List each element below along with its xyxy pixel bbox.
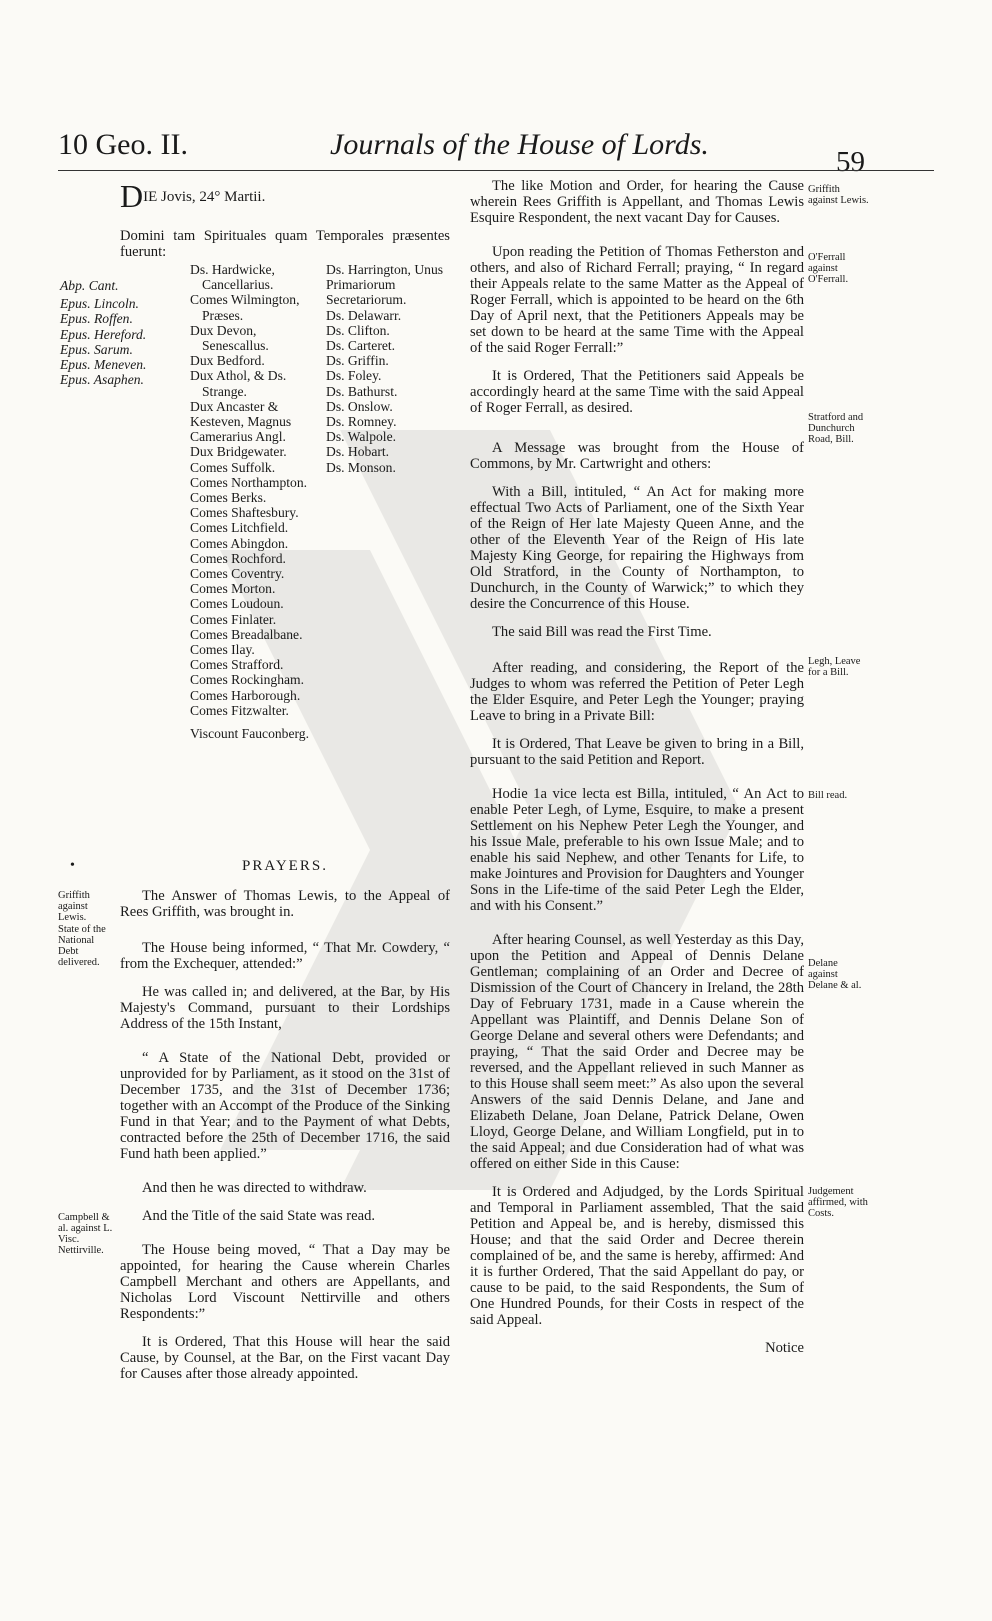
paragraph: And the Title of the said State was read.	[142, 1208, 376, 1224]
lord-entry: Comes Harborough.	[190, 687, 301, 703]
lord-entry: Ds. Romney.	[326, 414, 397, 430]
lord-entry: Epus. Sarum.	[60, 341, 133, 357]
lord-entry: Dux Ancaster & Kesteven, Magnus Camerarius Angl.	[190, 398, 292, 445]
lord-entry: Dux Athol, & Ds.	[190, 368, 287, 384]
paragraph: With a Bill, intituled, “ An Act for making more effectual Two Acts of Parliament, one of the Sixth Year of the Reign of Her late Majesty Queen Anne, and the other of the Eleventh Year of the Reign of His late Majesty King George, for repairing the Highways from Old Stratford, in the County of Northampton, to Dunchurch, in the County of Warwick;” to which they desire the Concurrence of this House.	[470, 484, 804, 612]
catchword: Notice	[765, 1340, 804, 1356]
reign-header: 10 Geo. II.	[58, 128, 188, 161]
lord-entry: Comes Morton.	[190, 581, 276, 597]
lord-entry: Comes Coventry.	[190, 566, 285, 582]
margin-note: Judgement affirmed, with Costs.	[808, 1186, 868, 1219]
paragraph: The Answer of Thomas Lewis, to the Appeal of Rees Griffith, was brought in.	[120, 888, 450, 920]
lord-entry: Abp. Cant.	[60, 278, 119, 293]
lord-entry: Strange.	[202, 383, 247, 399]
lord-entry: Comes Litchfield.	[190, 520, 289, 536]
lord-entry: Comes Loudoun.	[190, 596, 284, 612]
sitting-date: DIE Jovis, 24° Martii.	[120, 178, 266, 214]
lord-entry: Dux Bridgewater.	[190, 444, 287, 460]
lord-entry: Comes Berks.	[190, 490, 267, 506]
lord-entry: Ds. Clifton.	[326, 322, 390, 338]
paragraph: Hodie 1a vice lecta est Billa, intituled, “ An Act to enable Peter Legh, of Lyme, Esquire, to make a present Settlement on his Nephew Peter Legh the Younger, and his Issue Male, preferable to his own Issue Male; and to enable his said Nephew, and other Tenants for Life, to make Jointures and Provision for Daughters and Younger Sons in the Life-time of the said Peter Legh the Elder, and with his Consent.”	[470, 786, 804, 914]
lord-entry: Comes Shaftesbury.	[190, 505, 299, 521]
journal-title: Journals of the House of Lords.	[330, 128, 709, 161]
paragraph: The House being informed, “ That Mr. Cowdery, “ from the Exchequer, attended:”	[120, 940, 450, 972]
drop-cap: D	[120, 178, 144, 214]
lords-barons-list	[326, 262, 456, 475]
lord-entry: Ds. Bathurst.	[326, 383, 398, 399]
lord-entry: Ds. Hardwicke,	[190, 262, 275, 277]
lord-entry: Comes Finlater.	[190, 611, 277, 627]
margin-note: O'Ferrall against O'Ferrall.	[808, 252, 849, 285]
paragraph: Upon reading the Petition of Thomas Fetherston and others, and also of Richard Ferrall; praying, “ In regard their Appeals relate to the same Matter as the Appeal of Roger Ferrall, which is appointed to be heard on the 6th Day of April next, that the Petitioners Appeals may be set down to be heard at the same Time with the Appeal of the said Roger Ferrall:”	[470, 244, 804, 356]
lords-temporal-list	[190, 262, 320, 741]
lord-entry: Comes Rochford.	[190, 550, 286, 566]
sitting-header	[120, 180, 450, 272]
margin-note: Delane against Delane & al.	[808, 958, 862, 991]
paragraph: And then he was directed to withdraw.	[142, 1180, 367, 1196]
paragraph: A Message was brought from the House of Commons, by Mr. Cartwright and others:	[470, 440, 804, 472]
lord-entry: Comes Breadalbane.	[190, 626, 303, 642]
stray-dot: •	[70, 858, 75, 873]
lord-entry: Ds. Walpole.	[326, 429, 397, 445]
page-number: 59	[836, 146, 865, 178]
paragraph: After reading, and considering, the Report of the Judges to whom was referred the Petition of Peter Legh the Elder Esquire, and Peter Legh the Younger; praying Leave to bring in a Private Bill:	[470, 660, 804, 724]
margin-note: State of the National Debt delivered.	[58, 924, 106, 968]
paragraph: It is Ordered, That the Petitioners said Appeals be accordingly heard at the same Time with the said Appeal of Roger Ferrall, as desired.	[470, 368, 804, 416]
lord-entry: Ds. Griffin.	[326, 353, 389, 369]
lord-entry: Præses.	[202, 307, 244, 323]
paragraph: It is Ordered, That this House will hear the said Cause, by Counsel, at the Bar, on the First vacant Day for Causes after those already appointed.	[120, 1334, 450, 1382]
lord-entry: Cancellarius.	[202, 277, 274, 293]
lord-entry: Ds. Delawarr.	[326, 307, 402, 323]
paragraph: After hearing Counsel, as well Yesterday as this Day, upon the Petition and Appeal of Dennis Delane Gentleman; complaining of an Order and Decree of Dismission of the Court of Chancery in Ireland, the 28th Day of February 1731, made in a Cause wherein the Appellant was Plaintiff, and Dennis Delane Son of George Delane and several others were Defendants; and praying, “ That the said Order and Decree may be reversed, and the Appellant relieved in such Manner as to this House shall seem meet:” As also upon the several Answers of the said Dennis Delane, and Jane and Elizabeth Delane, Joan Delane, Patrick Delane, Owen Lloyd, George Delane, and William Longfield, put in to the said Appeal; and due Consideration had of what was offered on either Side in this Cause:	[470, 932, 804, 1172]
margin-note: Campbell & al. against L. Visc. Nettirville.	[58, 1212, 113, 1256]
lord-entry: Comes Northampton.	[190, 474, 308, 490]
margin-note: Bill read.	[808, 790, 848, 801]
presence-line: Domini tam Spirituales quam Temporales præsentes fuerunt:	[120, 228, 450, 260]
paragraph: The said Bill was read the First Time.	[492, 624, 712, 640]
lord-entry: Epus. Hereford.	[60, 326, 147, 342]
right-column-body	[470, 178, 804, 1356]
lord-entry: Epus. Asaphen.	[60, 372, 144, 388]
lord-entry: Comes Abingdon.	[190, 535, 289, 551]
paragraph: “ A State of the National Debt, provided or unprovided for by Parliament, as it stood on the 31st of December 1735, and the 31st of December 1736; together with an Accompt of the Produce of the Sinking Fund in that Year; and to the Payment of what Debts, contracted before the 25th of December 1716, the said Fund hath been applied.”	[120, 1050, 450, 1162]
lord-entry: Dux Bedford.	[190, 353, 265, 369]
lord-entry: Comes Fitzwalter.	[190, 702, 289, 718]
paragraph: It is Ordered and Adjudged, by the Lords Spiritual and Temporal in Parliament assembled, That the said Petition and Appeal be, and is hereby, dismissed this House; and that the said Order and Decree therein complained of be, and the same is hereby, affirmed: And it is further Ordered, That the said Appellant do pay, or cause to be paid, to the said Respondents, the Sum of One Hundred Pounds, for their Costs in respect of the said Appeal.	[470, 1184, 804, 1328]
margin-note: Griffith against Lewis.	[808, 184, 869, 206]
lord-entry: Comes Ilay.	[190, 642, 255, 658]
paragraph: The like Motion and Order, for hearing the Cause wherein Rees Griffith is Appellant, and Thomas Lewis Esquire Respondent, the next vacant Day for Causes.	[470, 178, 804, 226]
margin-note: Griffith against Lewis.	[58, 890, 90, 923]
lord-entry: Epus. Roffen.	[60, 311, 133, 327]
lord-entry: Dux Devon,	[190, 322, 257, 338]
lord-entry: Ds. Foley.	[326, 368, 382, 384]
lord-entry: Ds. Carteret.	[326, 338, 396, 354]
lord-entry: Ds. Monson.	[326, 459, 396, 475]
lord-entry: Ds. Onslow.	[326, 398, 393, 414]
lord-entry: Comes Suffolk.	[190, 459, 276, 475]
margin-note: Stratford and Dunchurch Road, Bill.	[808, 412, 864, 445]
paragraph: The House being moved, “ That a Day may be appointed, for hearing the Cause wherein Charles Campbell Merchant and others are Appellants, and Nicholas Lord Viscount Nettirville and others Respondents:”	[120, 1242, 450, 1322]
header-rule	[58, 170, 934, 171]
lord-entry: Comes Wilmington,	[190, 292, 300, 308]
lord-entry: Ds. Harrington, Unus Primariorum Secretariorum.	[326, 262, 444, 308]
paragraph: It is Ordered, That Leave be given to bring in a Bill, pursuant to the said Petition and Report.	[470, 736, 804, 768]
lord-entry: Viscount Fauconberg.	[190, 726, 309, 742]
lord-entry: Ds. Hobart.	[326, 444, 390, 460]
margin-note: Legh, Leave for a Bill.	[808, 656, 861, 678]
prayers-heading: PRAYERS.	[242, 858, 328, 874]
lord-entry: Comes Rockingham.	[190, 672, 305, 688]
lords-spiritual-list	[60, 278, 170, 387]
lord-entry: Senescallus.	[202, 338, 269, 354]
lord-entry: Epus. Lincoln.	[60, 296, 139, 312]
lord-entry: Comes Strafford.	[190, 657, 284, 673]
left-column-body	[120, 888, 450, 1394]
lord-entry: Epus. Meneven.	[60, 357, 147, 373]
paragraph: He was called in; and delivered, at the Bar, by His Majesty's Command, pursuant to their Lordships Address of the 15th Instant,	[120, 984, 450, 1032]
